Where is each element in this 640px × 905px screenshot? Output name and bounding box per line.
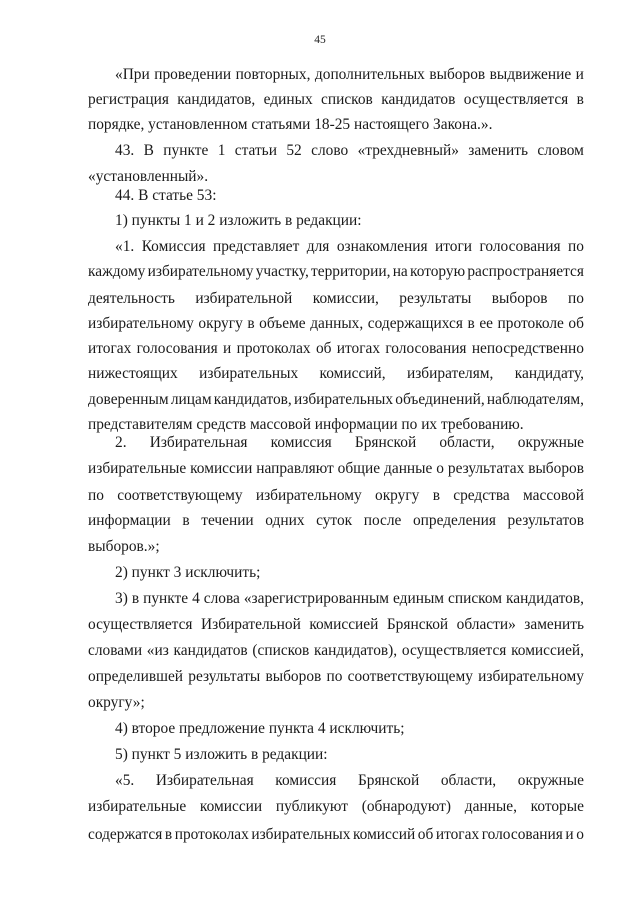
text-line: словами «из кандидатов (списков кандидатов), осуществляется комиссией, <box>88 642 584 659</box>
text-line: избирательному округу в объеме данных, содержащихся в ее протоколе об <box>88 315 584 332</box>
text-line: выборов.»; <box>88 538 160 555</box>
text-line: 2) пункт 3 исключить; <box>115 564 261 581</box>
text-line: доверенным лицам кандидатов, избирательных объединений, наблюдателям, <box>88 391 584 408</box>
text-line: «При проведении повторных, дополнительных выборов выдвижение и <box>115 66 584 83</box>
text-line: итогах голосования и протоколах об итогах голосования непосредственно <box>88 340 584 357</box>
text-line: «установленный». <box>88 168 209 185</box>
text-line: 5) пункт 5 изложить в редакции: <box>115 746 328 763</box>
text-line: осуществляется Избирательной комиссией Брянской области» заменить <box>88 616 584 633</box>
text-line: «1. Комиссия представляет для ознакомления итоги голосования по <box>115 238 584 255</box>
text-line: 4) второе предложение пункта 4 исключить; <box>115 720 405 737</box>
text-line: регистрация кандидатов, единых списков кандидатов осуществляется в <box>88 91 584 108</box>
text-line: деятельность избирательной комиссии, результаты выборов по <box>88 290 584 307</box>
text-line: нижестоящих избирательных комиссий, избирателям, кандидату, <box>88 365 584 382</box>
page-number: 45 <box>314 34 326 46</box>
text-line: 3) в пункте 4 слова «зарегистрированным единым списком кандидатов, <box>115 590 584 607</box>
text-line: 2. Избирательная комиссия Брянской области, окружные <box>115 434 584 451</box>
text-line: представителям средств массовой информации по их требованию. <box>88 416 524 433</box>
text-line: 43. В пункте 1 статьи 52 слово «трехдневный» заменить словом <box>115 142 584 159</box>
text-line: информации в течении одних суток после определения результатов <box>88 512 584 529</box>
text-line: порядке, установленном статьями 18-25 настоящего Закона.». <box>88 116 493 133</box>
text-line: округу»; <box>88 694 145 711</box>
text-line: 44. В статье 53: <box>115 187 217 204</box>
text-line: определившей результаты выборов по соответствующему избирательному <box>88 668 584 685</box>
text-line: содержатся в протоколах избирательных комиссий об итогах голосования и о <box>88 826 584 843</box>
text-line: по соответствующему избирательному округу в средства массовой <box>88 487 584 504</box>
text-line: избирательные комиссии направляют общие данные о результатах выборов <box>88 460 584 477</box>
text-line: «5. Избирательная комиссия Брянской области, окружные <box>115 772 584 789</box>
text-line: 1) пункты 1 и 2 изложить в редакции: <box>115 212 362 229</box>
text-line: избирательные комиссии публикуют (обнародуют) данные, которые <box>88 798 584 815</box>
text-line: каждому избирательному участку, территории, на которую распространяется <box>88 263 584 280</box>
